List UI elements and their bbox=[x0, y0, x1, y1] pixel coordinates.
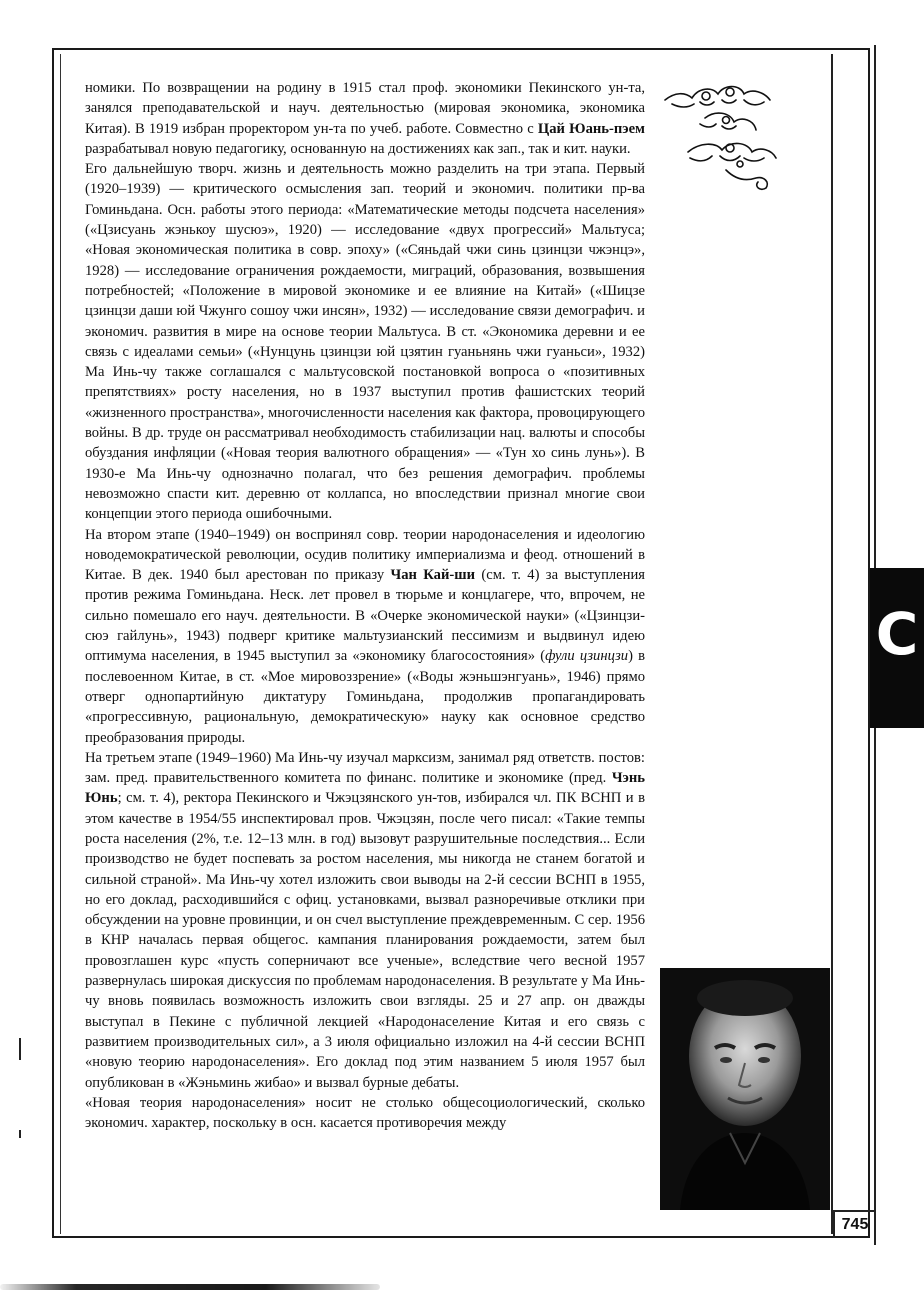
person-name-bold: Чэнь Юнь bbox=[85, 770, 645, 807]
text-run: ) в послевоенном Китае, в ст. «Мое мировоззрение» («Воды жэньшэнгуань», 1946) прямо отверг однопартийную диктатуру Гоминьдана, продолжив пропагандировать «прогрессивную, рациональную, демократическую» науку как основное средство преобразования природы. bbox=[85, 648, 646, 746]
text-run: Его дальнейшую творч. жизнь и деятельность можно разделить на три этапа. Первый (1920–1939) — критического осмысления зап. теорий и экономич. политики пр-ва Гоминьдана. Осн. работы этого периода: «Математические методы подсчета населения» («Цзисуань жэнькоу шусюэ», 1920) — исследование «двух прогрессий» Мальтуса; «Новая экономическая политика в совр. эпоху» («Сяньдай чжи синь цзинцзи чжэнцэ», 1928) — исследование ограничения рождаемости, миграций, образования, возвышения потребностей; «Положение в мировой экономике и ее влияние на Китай» («Шицзе цзинцзи даши юй Чжунго сошоу чжи инсян», 1932) — исследование связи демографич. и экономич. развития в мире на основе теории Мальтуса. В ст. «Экономика деревни и ее связь с идеалами семьи» («Нунцунь цзинцзи юй цзятин гуаньнянь чжи гуаньси», 1932) Ма Инь-чу также соглашался с мальтусовской постановкой вопроса о «позитивных препятствиях» росту населения, но в 1937 выступил против фашистских теорий «жизненного пространства», многочисленности населения как фактора, провоцирующего войны. В др. труде он рассматривал необходимость стабилизации нац. валюты и способы обуздания инфляции («Новая теория валютного обращения» — «Тун хо синь лунь»). В 1930-е Ма Инь-чу однозначно полагал, что без решения демографич. проблемы невозможно спасти кит. деревню от коллапса, но впоследствии признал многие свои концепции этого периода ошибочными. bbox=[85, 161, 645, 523]
article-body bbox=[85, 78, 645, 1133]
section-letter: Ⅽ bbox=[875, 602, 919, 667]
inner-rule-right bbox=[831, 54, 833, 1234]
text-run: ; см. т. 4), ректора Пекинского и Чжэцзянского ун-тов, избирался чл. ПК ВСНП и в этом качестве в 1954/55 инспектировал пров. Чжэцзян, после чего писал: «Такие темпы роста населения (2%, т.е. 12–13 млн. в год) вызовут разрушительные последствия... Если производство не будет поспевать за ростом населения, мы никогда не станем богатой и сильной страной». Ма Инь-чу хотел изложить свои выводы на 2-й сессии ВСНП в 1955, но его доклад, расходившийся с офиц. установками, вызвал разноречивые отклики при обсуждении на уровне провинции, и он счел выступление преждевременным. С сер. 1956 в КНР началась первая общегос. кампания планирования рождаемости, затем был провозглашен курс «пусть соперничают все ученые», вследствие чего весной 1957 развернулась широкая дискуссия по проблемам народонаселения. В результате у Ма Инь-чу вновь появилась возможность изложить свои взгляды. 25 и 27 апр. он дважды выступал в Пекине с публичной лекцией «Народонаселение Китая и его связь с развитием производительных сил», а 3 июля официально изложил на 4-й сессии ВСНП «новую теорию народонаселения». Его доклад под этим названием 5 июля 1957 был опубликован в «Жэньминь жибао» и вызвал бурные дебаты. bbox=[85, 790, 645, 1091]
scan-smudge bbox=[0, 1284, 380, 1290]
portrait-image-icon bbox=[660, 968, 830, 1210]
text-run: На третьем этапе (1949–1960) Ма Инь-чу изучал марксизм, занимал ряд ответств. постов: зам. пред. правительственного комитета по финанс. политике и экономике (пред. bbox=[85, 749, 645, 787]
inner-rule-left bbox=[60, 54, 61, 1234]
paragraph-1 bbox=[85, 78, 645, 159]
paragraph-3 bbox=[85, 525, 645, 748]
paragraph-2 bbox=[85, 159, 645, 524]
page-number: 745 bbox=[833, 1210, 875, 1238]
person-name-bold: Цай Юань-пэем bbox=[537, 120, 645, 137]
text-run: (см. т. 4) за выступления против режима Гоминьдана. Неск. лет провел в тюрьме и концлагере, что, впрочем, не сильно помешало его науч. деятельности. В «Очерке экономической науки» («Цзинцзи-сюэ гайлунь», 1943) подверг критике мальтузианский пессимизм и выдвинул идею оптимума населения, в 1945 выступил за «экономику благосостояния» ( bbox=[85, 567, 645, 665]
text-run: разрабатывал новую педагогику, основанную на достижениях как зап., так и кит. науки. bbox=[85, 140, 631, 157]
person-name-bold: Чан Кай-ши bbox=[390, 567, 475, 584]
cloud-ornament-icon bbox=[660, 78, 780, 198]
text-run: На втором этапе (1940–1949) он воспринял совр. теории народонаселения и идеологию новодемократической революции, осудив политику империализма и феод. отношений в Китае. В дек. 1940 был арестован по приказу bbox=[85, 526, 645, 584]
paragraph-5 bbox=[85, 1093, 645, 1134]
term-italic: фули цзинцзи bbox=[545, 648, 629, 665]
margin-mark bbox=[19, 1038, 21, 1060]
margin-mark bbox=[19, 1130, 21, 1138]
text-run: «Новая теория народонаселения» носит не столько общесоциологический, сколько экономич. характер, поскольку в осн. касается противоречия между bbox=[85, 1094, 645, 1132]
text-run: номики. По возвращении на родину в 1915 стал проф. экономики Пекинского ун-та, занялся преподавательской и науч. деятельностью (мировая экономика, экономика Китая). В 1919 избран проректором ун-та по учеб. работе. Совместно с bbox=[85, 80, 645, 137]
paragraph-4 bbox=[85, 748, 645, 1093]
portrait-photo bbox=[660, 968, 830, 1210]
